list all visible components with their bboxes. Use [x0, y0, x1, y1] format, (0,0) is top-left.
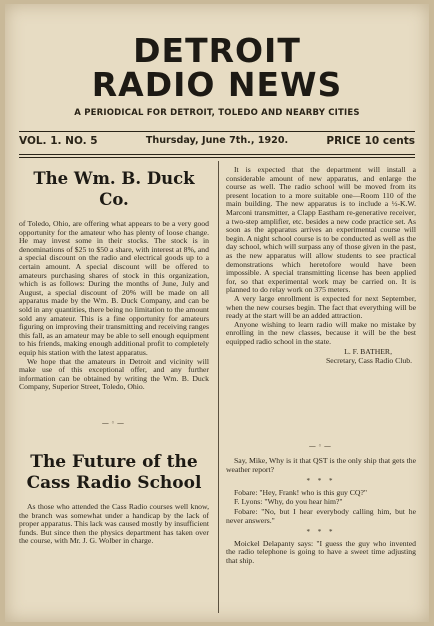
duck-article-paragraph-1: of Toledo, Ohio, are offering what appears to be a very good opportunity for the amateur who has plenty of loose change. He may invest some in their stocks. The stock is in denominations of $25 to $50 a share, with interest at 8%, and a special discount on the radio and electrical goods up to a certain amount. A special discount will be offered to amateurs purchasing shares of stock in this organization, which is as follows: During the months of June, July and August, a special discount of 20% will be made on all apparatus made by the Wm. B. Duck Company, and can be sold in any quantities, there being no limitation to the amount sold any amateur. This is a fine opportunity for amateurs figuring on improving their transmitting and receiving ranges this fall, as an amateur may be able to sell enough equipment to his friends, making enough additional profit to completely equip his station with the latest apparatus. — [19, 219, 209, 357]
joke-2-line-2: F. Lyons: "Why, do you hear him?" — [234, 497, 343, 507]
masthead-title-line1: DETROIT — [133, 31, 301, 70]
headline-future-line1: The Future of the — [30, 452, 198, 472]
cass-continued-paragraph-1: It is expected that the department will install a considerable amount of new apparatus, and enlarge the course as well. The radio school will be moved from its present location to a more suitable one—Room 110 of the main building. The new apparatus is to include a ½-K.W. Marconi transmitter, a Clapp Eastham re-generative receiver, a two-step amplifier, etc. besides a new code practice set. As soon as the apparatus arrives an experimental course will begin. A night school course is to be conducted as well as the day school, which will surpass any of those given in the past, as the new apparatus will allow students to see practical demonstrations which heretofore would have been impossible. A special transmitting license has been applied for, so that experimental work may be carried on. It is planned to do relay work on 375 meters. — [226, 165, 416, 295]
section-ornament-right: —◦— — [308, 442, 334, 450]
issue-line — [19, 135, 415, 151]
cass-article-paragraph-1: As those who attended the Cass Radio courses well know, the branch was somewhat under a handicap by the lack of proper apparatus. This lack was caused mostly by insufficient funds. But since then the physics department has taken over the course, with Mr. J. G. Wolber in charge. — [19, 502, 209, 546]
signature-title: Secretary, Cass Radio Club. — [326, 356, 412, 366]
headline-future-line2: Cass Radio School — [26, 473, 202, 493]
section-ornament: —◦— — [101, 419, 127, 427]
left-column — [19, 164, 209, 392]
top-rule — [19, 131, 415, 132]
headline-duck-co: The Wm. B. Duck Co. — [33, 169, 195, 209]
joke-2-line-3: Fobare: "No, but I hear everybody calling him, but he never answers." — [226, 506, 416, 525]
issue-date: Thursday, June 7th., 1920. — [145, 135, 289, 146]
cass-continued-paragraph-2: A very large enrollment is expected for next September, when the new courses begin. The fact that everything will be ready at the start will be an added attraction. — [226, 293, 416, 321]
stars-divider-1: * * * — [306, 477, 336, 486]
right-column — [226, 166, 416, 366]
newspaper-page — [5, 4, 429, 622]
joke-1: Say, Mike, Why is it that QST is the only ship that gets the weather report? — [226, 456, 416, 474]
jokes-section — [226, 457, 416, 567]
stars-divider-2: * * * — [306, 528, 336, 537]
issue-price: PRICE 10 cents — [326, 135, 415, 147]
masthead — [5, 31, 429, 118]
masthead-title-line2: RADIO NEWS — [91, 65, 343, 104]
volume-number: VOL. 1. NO. 5 — [19, 135, 98, 147]
duck-article-paragraph-2: We hope that the amateurs in Detroit and vicinity will make use of this exceptional offer, and any further information can be obtained by writing the Wm. B. Duck Company, Superior Street, Toledo, Ohio. — [19, 356, 209, 392]
column-divider — [218, 161, 219, 613]
signature-name: L. F. BATHER, — [344, 347, 392, 357]
joke-3: Moickel Delapanty says: "I guess the guy who invented the radio telephone is going to have a sweet time adjusting that ship. — [226, 538, 416, 565]
masthead-subtitle: A PERIODICAL FOR DETROIT, TOLEDO AND NEARBY CITIES — [74, 108, 360, 118]
left-column-lower — [19, 452, 209, 546]
issue-rule-1 — [19, 154, 415, 155]
joke-2-line-1: Fobare: "Hey, Frank! who is this guy CQ?" — [234, 487, 368, 497]
cass-continued-paragraph-3: Anyone wishing to learn radio will make no mistake by enrolling in the new classes, because it will be the best equipped radio school in the state. — [226, 319, 416, 346]
issue-rule-2 — [19, 157, 415, 158]
